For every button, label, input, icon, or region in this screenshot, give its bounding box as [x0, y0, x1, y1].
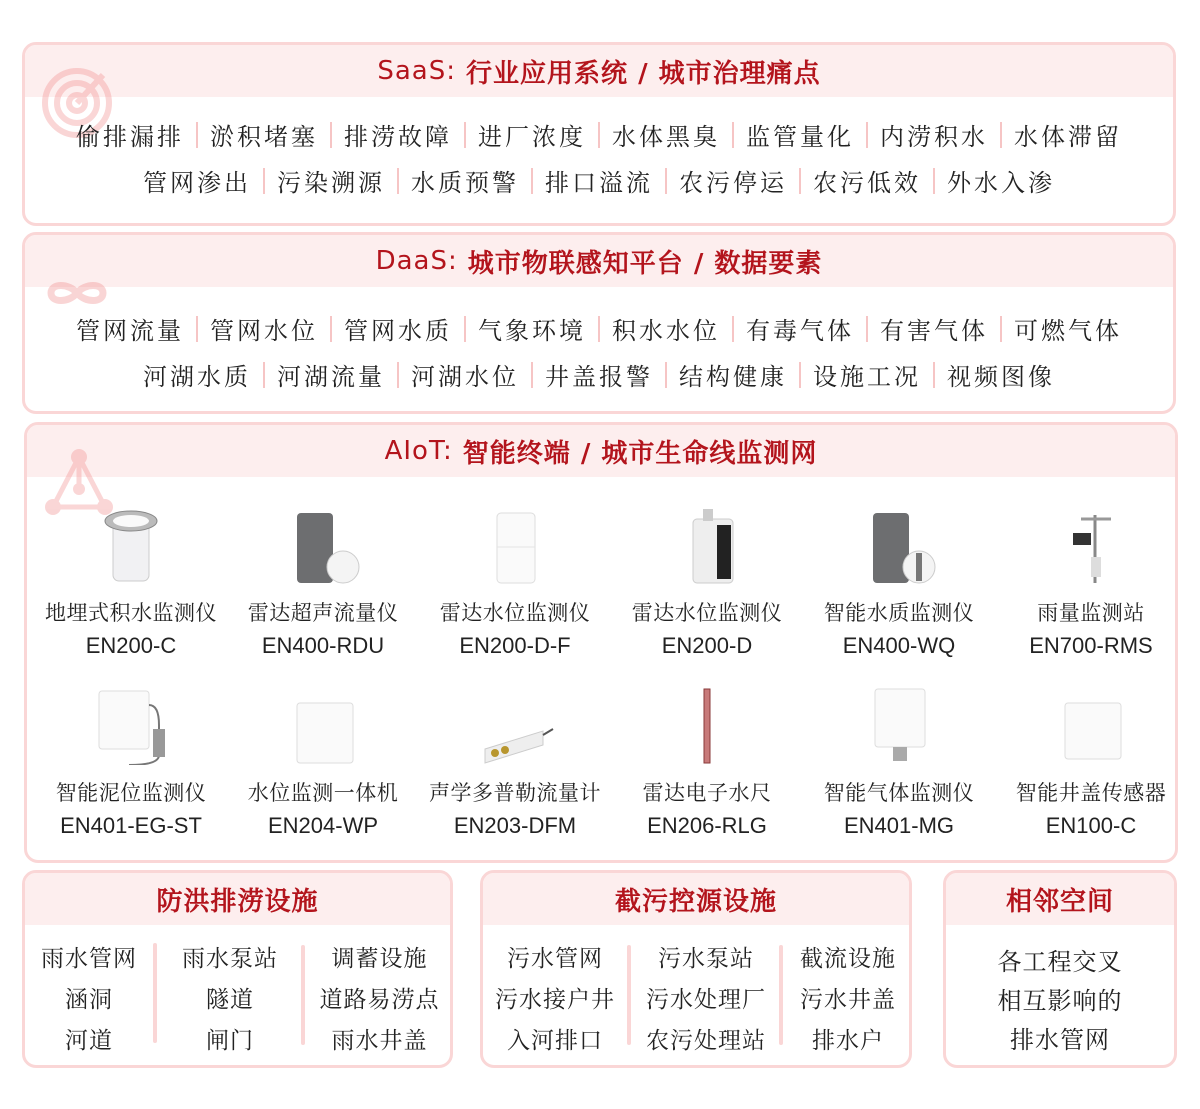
product-name: 智能泥位监测仪 [55, 781, 207, 805]
manhole-sensor-icon [991, 685, 1178, 765]
pain-point-item: 管网渗出 [143, 169, 251, 197]
product-model: EN100-C [1045, 813, 1137, 838]
pain-point-item: 农污低效 [813, 169, 921, 197]
saas-row-1 [25, 117, 1173, 152]
doppler-sensor-icon [415, 685, 615, 765]
divider [301, 945, 305, 1045]
pain-point-item: 偷排漏排 [76, 123, 184, 151]
sewage-title: 截污控源设施 [483, 873, 909, 925]
product-model: EN400-RDU [261, 633, 385, 658]
pain-point-item: 农污停运 [679, 169, 787, 197]
facility-item: 调蓄设施 [331, 946, 428, 972]
separator [866, 316, 868, 342]
facility-column [785, 939, 911, 1062]
pain-point-item: 设施工况 [813, 363, 921, 391]
facility-item: 污水接户井 [495, 987, 615, 1013]
separator [464, 122, 466, 148]
facility-item: 污水井盖 [800, 987, 896, 1013]
product-model: EN401-MG [843, 813, 955, 838]
daas-title: DaaS: 城市物联感知平台 / 数据要素 [25, 235, 1173, 287]
pain-point-item: 进厂浓度 [478, 123, 586, 151]
product-card [799, 505, 999, 659]
facility-column [483, 939, 627, 1062]
separator [598, 122, 600, 148]
separator [464, 316, 466, 342]
pain-point-item: 管网水质 [344, 317, 452, 345]
product-card [223, 505, 423, 659]
pain-point-item: 污染溯源 [277, 169, 385, 197]
product-card [223, 685, 423, 839]
facility-column [633, 939, 779, 1062]
divider [627, 945, 631, 1045]
facility-item: 排水户 [812, 1028, 884, 1054]
facility-item: 闸门 [206, 1028, 254, 1054]
dark-box-probe-icon [799, 505, 999, 585]
water-gauge-icon [607, 685, 807, 765]
white-panel-icon [223, 685, 423, 765]
pain-point-item: 管网流量 [76, 317, 184, 345]
pain-point-item: 有毒气体 [746, 317, 854, 345]
facility-item: 涵洞 [65, 987, 113, 1013]
adjacent-line: 相互影响的 [997, 987, 1123, 1015]
pain-point-item: 内涝积水 [880, 123, 988, 151]
product-name: 水位监测一体机 [247, 781, 399, 805]
product-card [799, 685, 999, 839]
saas-section [22, 42, 1176, 226]
daas-row-2 [25, 357, 1173, 392]
separator [397, 168, 399, 194]
product-card [415, 505, 615, 659]
pain-point-item: 可燃气体 [1014, 317, 1122, 345]
separator [263, 168, 265, 194]
product-model: EN401-EG-ST [60, 813, 202, 838]
adjacent-line: 各工程交叉 [997, 948, 1123, 976]
saas-row-2 [25, 163, 1173, 198]
pain-point-item: 外水入渗 [947, 169, 1055, 197]
product-name: 雷达电子水尺 [642, 781, 772, 805]
product-name: 声学多普勒流量计 [429, 781, 601, 805]
pain-point-item: 管网水位 [210, 317, 318, 345]
radar-box-icon [607, 505, 807, 585]
pain-point-item: 排涝故障 [344, 123, 452, 151]
product-model: EN400-WQ [842, 633, 956, 658]
product-card [31, 685, 231, 839]
pain-point-item: 河湖流量 [277, 363, 385, 391]
separator [531, 168, 533, 194]
facility-item: 河道 [65, 1028, 113, 1054]
product-name: 地埋式积水监测仪 [45, 601, 217, 625]
pain-point-item: 排口溢流 [545, 169, 653, 197]
facility-item: 入河排口 [507, 1028, 603, 1054]
cylinder-sensor-icon [31, 505, 231, 585]
facility-item: 污水泵站 [658, 946, 754, 972]
facility-item: 截流设施 [800, 946, 896, 972]
facility-column [159, 939, 301, 1062]
facility-item: 隧道 [206, 987, 254, 1013]
product-card [415, 685, 615, 839]
separator [732, 122, 734, 148]
pain-point-item: 水体黑臭 [612, 123, 720, 151]
product-name: 雨量监测站 [1037, 601, 1145, 625]
pain-point-item: 气象环境 [478, 317, 586, 345]
adjacent-section [943, 870, 1177, 1068]
separator [330, 316, 332, 342]
separator [665, 362, 667, 388]
panel-probe-icon [31, 685, 231, 765]
flood-section [22, 870, 453, 1068]
daas-section [22, 232, 1176, 414]
separator [933, 362, 935, 388]
facility-item: 污水管网 [507, 946, 603, 972]
pain-point-item: 监管量化 [746, 123, 854, 151]
gas-sensor-icon [799, 685, 999, 765]
separator [799, 168, 801, 194]
weather-station-icon [991, 505, 1178, 585]
separator [263, 362, 265, 388]
product-model: EN200-C [85, 633, 177, 658]
product-card [607, 685, 807, 839]
product-model: EN200-D-F [459, 633, 571, 658]
pain-point-item: 视频图像 [947, 363, 1055, 391]
white-box-sensor-icon [415, 505, 615, 585]
pain-point-item: 有害气体 [880, 317, 988, 345]
separator [933, 168, 935, 194]
product-name: 雷达水位监测仪 [631, 601, 783, 625]
facility-column [25, 939, 153, 1062]
product-name: 雷达水位监测仪 [439, 601, 591, 625]
aiot-section [24, 422, 1178, 863]
flood-title: 防洪排涝设施 [25, 873, 450, 925]
divider [153, 943, 157, 1043]
product-card [31, 505, 231, 659]
facility-item: 雨水井盖 [331, 1028, 428, 1054]
separator [330, 122, 332, 148]
saas-title: SaaS: 行业应用系统 / 城市治理痛点 [25, 45, 1173, 97]
divider [779, 945, 783, 1045]
facility-item: 雨水泵站 [182, 946, 278, 972]
adjacent-title: 相邻空间 [946, 873, 1174, 925]
separator [531, 362, 533, 388]
dark-box-sensor-icon [223, 505, 423, 585]
pain-point-item: 水体滞留 [1014, 123, 1122, 151]
facility-column [307, 939, 452, 1062]
separator [1000, 122, 1002, 148]
pain-point-item: 结构健康 [679, 363, 787, 391]
separator [196, 122, 198, 148]
separator [665, 168, 667, 194]
pain-point-item: 水质预警 [411, 169, 519, 197]
separator [397, 362, 399, 388]
product-name: 雷达超声流量仪 [247, 601, 399, 625]
aiot-title: AIoT: 智能终端 / 城市生命线监测网 [27, 425, 1175, 477]
product-name: 智能井盖传感器 [1015, 781, 1167, 805]
pain-point-item: 淤积堵塞 [210, 123, 318, 151]
pain-point-item: 河湖水质 [143, 363, 251, 391]
separator [866, 122, 868, 148]
separator [598, 316, 600, 342]
product-model: EN203-DFM [453, 813, 577, 838]
facility-item: 污水处理厂 [646, 987, 766, 1013]
pain-point-item: 积水水位 [612, 317, 720, 345]
adjacent-line: 排水管网 [1010, 1026, 1110, 1054]
sewage-section [480, 870, 912, 1068]
separator [732, 316, 734, 342]
daas-row-1 [25, 311, 1173, 346]
separator [1000, 316, 1002, 342]
product-model: EN200-D [661, 633, 753, 658]
product-name: 智能气体监测仪 [823, 781, 975, 805]
separator [799, 362, 801, 388]
facility-item: 雨水管网 [41, 946, 137, 972]
facility-item: 农污处理站 [646, 1028, 766, 1054]
separator [196, 316, 198, 342]
pain-point-item: 河湖水位 [411, 363, 519, 391]
facility-item: 道路易涝点 [319, 987, 440, 1013]
pain-point-item: 井盖报警 [545, 363, 653, 391]
product-name: 智能水质监测仪 [823, 601, 975, 625]
product-model: EN204-WP [267, 813, 379, 838]
product-card [607, 505, 807, 659]
product-model: EN206-RLG [647, 813, 767, 838]
product-card [991, 685, 1178, 839]
product-model: EN700-RMS [1029, 633, 1153, 658]
product-card [991, 505, 1178, 659]
